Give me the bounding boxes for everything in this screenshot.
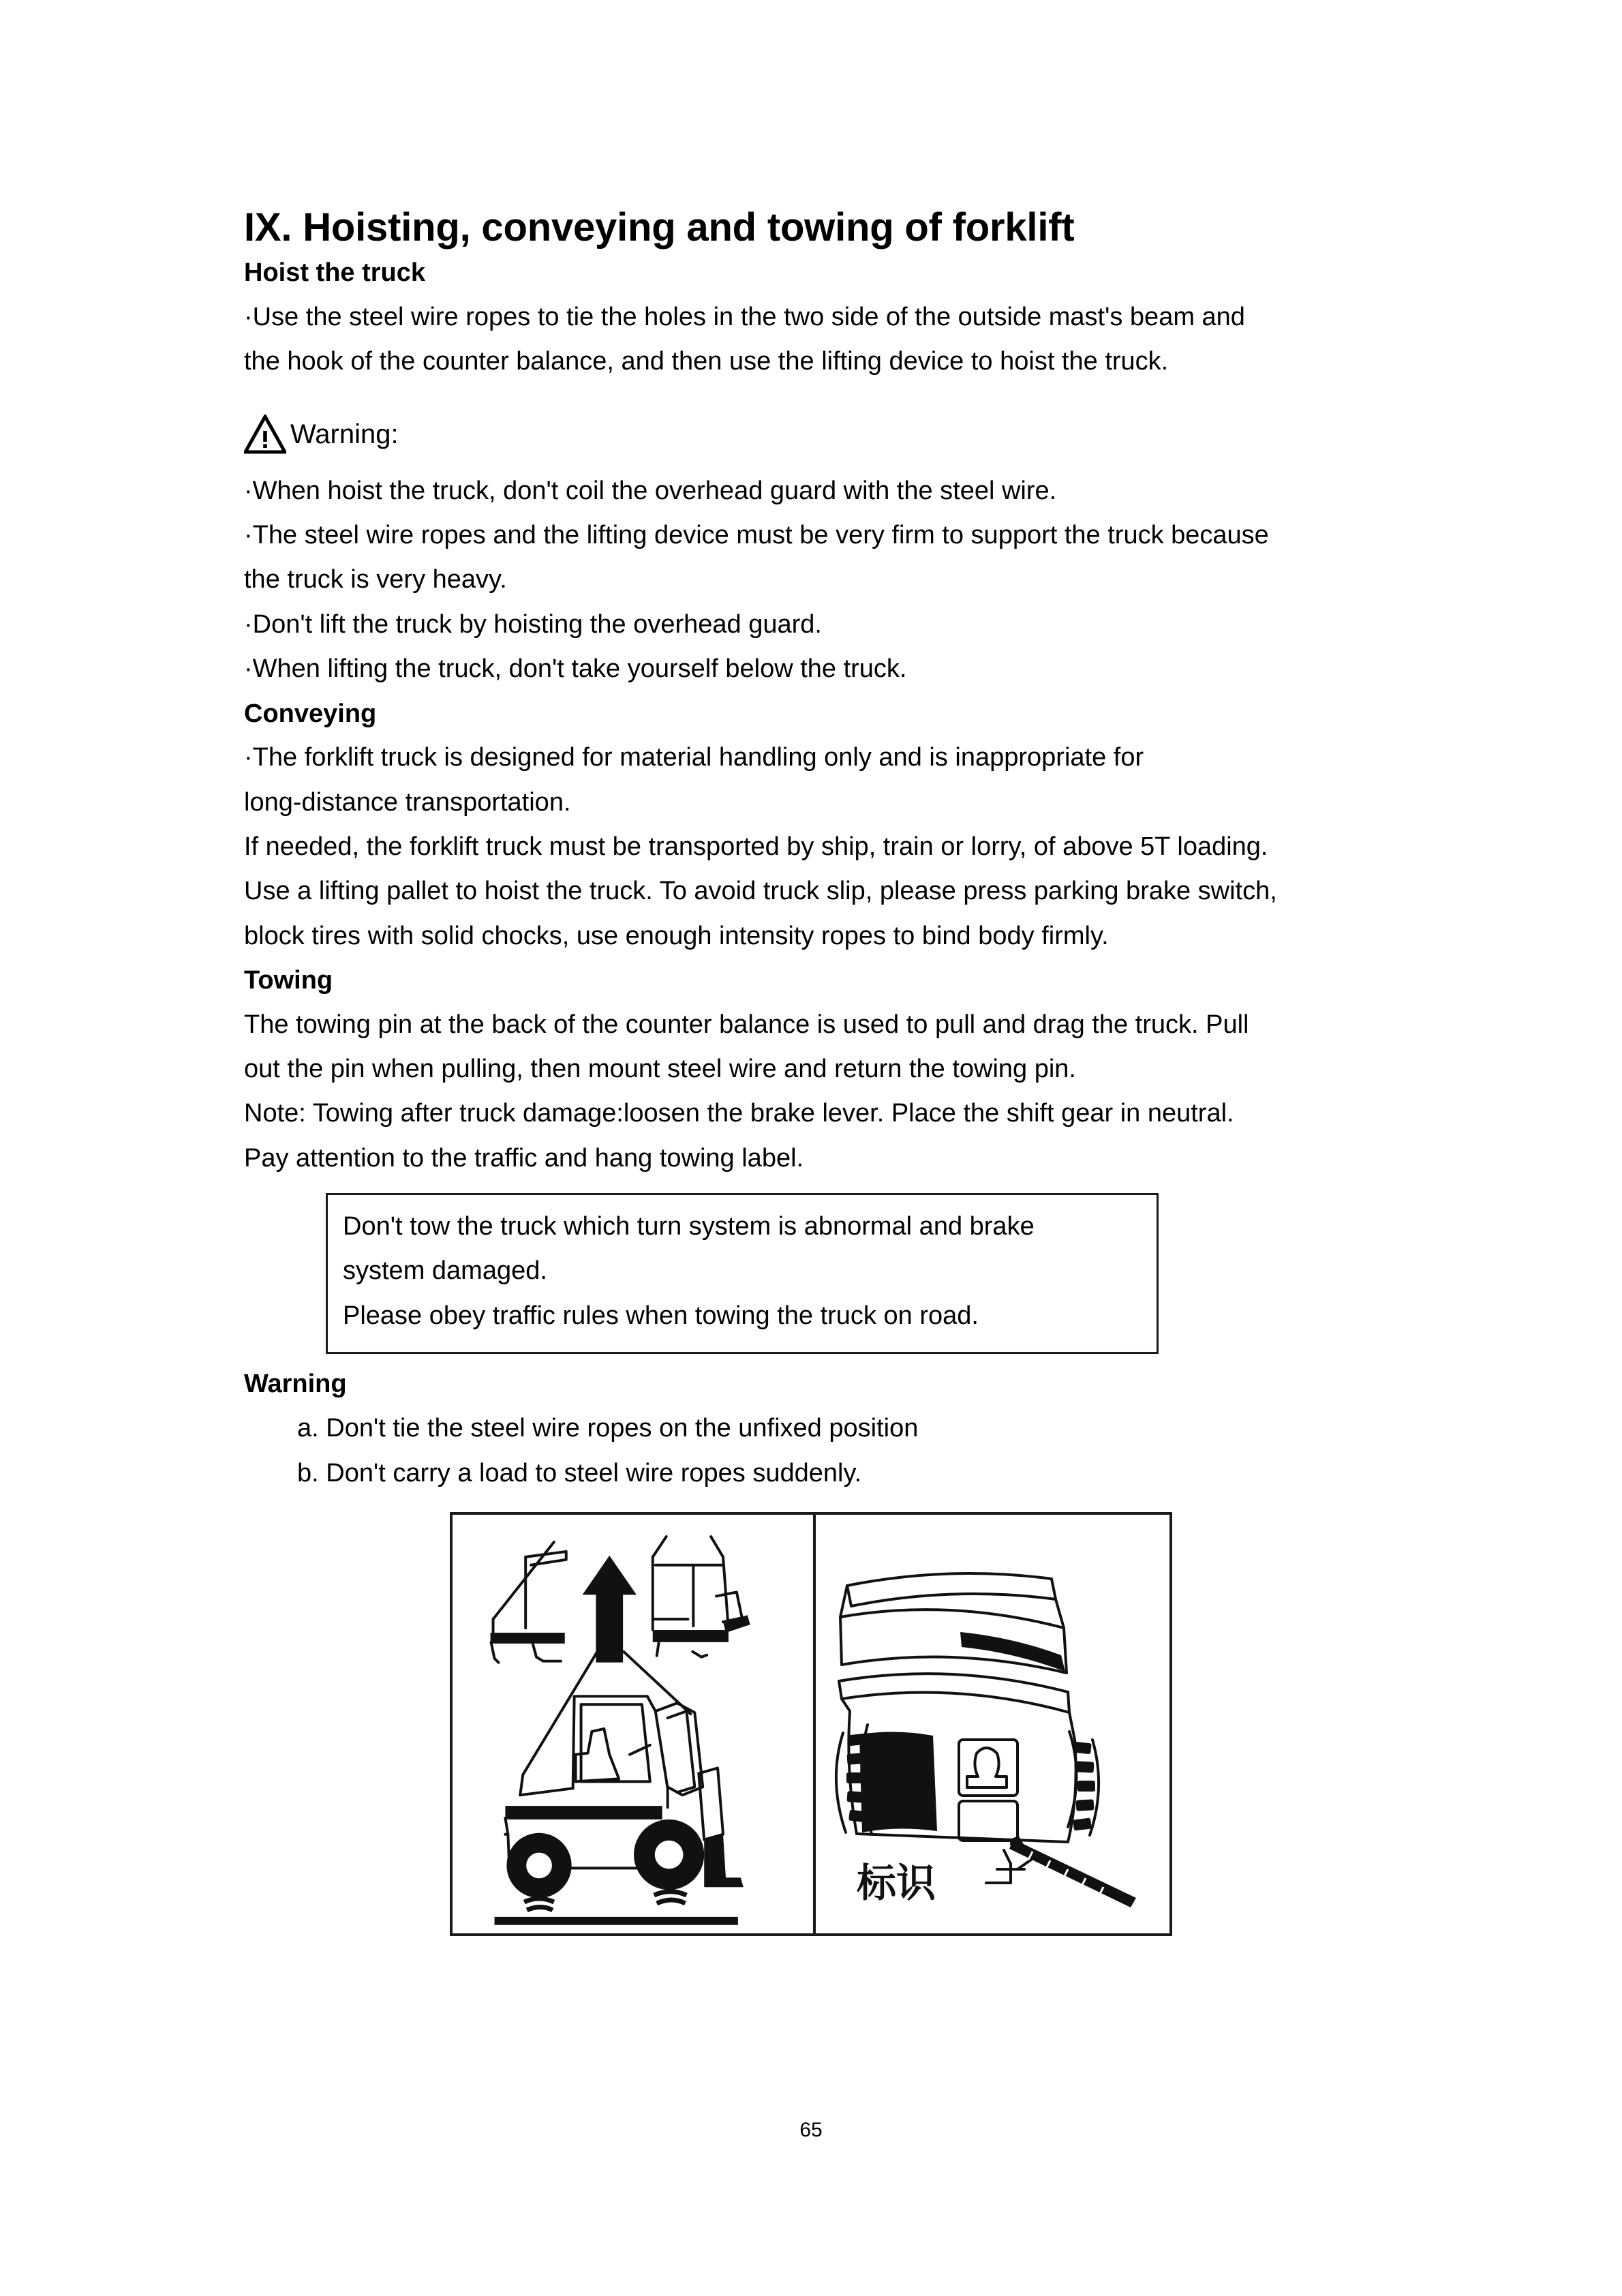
forklift-towing-illustration [816, 1515, 1169, 1933]
towing-label-text: 标识 [857, 1860, 936, 1907]
towing-line-2: out the pin when pulling, then mount steel wire and return the towing pin. [244, 1054, 1076, 1083]
warning-line-2: ·The steel wire ropes and the lifting device must be very firm to support the truck because [244, 521, 1269, 550]
page-number: 65 [799, 2119, 823, 2141]
hoist-line-1: ·Use the steel wire ropes to tie the holes in the two side of the outside mast's beam and [244, 303, 1245, 332]
warning-line-5: ·When lifting the truck, don't take yourself below the truck. [244, 654, 907, 684]
forklift-hoisting-illustration [453, 1515, 816, 1933]
note-box-line-2: system damaged. [343, 1256, 547, 1286]
warning-item-b: b. Don't carry a load to steel wire ropes suddenly. [297, 1458, 862, 1487]
page-content [244, 0, 1383, 1936]
section-heading-warning: Warning [244, 1370, 347, 1399]
warning-triangle-icon [244, 414, 286, 454]
towing-note-line-1: Note: Towing after truck damage:loosen the brake lever. Place the shift gear in neutral. [244, 1099, 1234, 1128]
note-box-line-3: Please obey traffic rules when towing the truck on road. [343, 1301, 979, 1330]
illustration-figure [450, 1512, 1172, 1936]
warning-label: Warning: [290, 419, 399, 449]
conveying-line-5: block tires with solid chocks, use enough intensity ropes to bind body firmly. [244, 921, 1109, 950]
page-title: IX. Hoisting, conveying and towing of forklift [244, 205, 1075, 250]
warning-line-3: the truck is very heavy. [244, 565, 507, 594]
towing-line-1: The towing pin at the back of the counter balance is used to pull and drag the truck. Pull [244, 1010, 1249, 1039]
conveying-line-1: ·The forklift truck is designed for material handling only and is inappropriate for [244, 743, 1144, 772]
warning-item-a: a. Don't tie the steel wire ropes on the unfixed position [297, 1414, 919, 1443]
towing-note-line-2: Pay attention to the traffic and hang towing label. [244, 1143, 804, 1173]
warning-line-4: ·Don't lift the truck by hoisting the overhead guard. [244, 609, 822, 639]
section-heading-hoist-the-truck: Hoist the truck [244, 258, 426, 288]
warning-banner [244, 384, 1383, 469]
note-box-line-1: Don't tow the truck which turn system is abnormal and brake [343, 1211, 1035, 1241]
conveying-line-3: If needed, the forklift truck must be transported by ship, train or lorry, of above 5T loading. [244, 832, 1268, 861]
section-heading-towing: Towing [244, 965, 333, 995]
conveying-line-4: Use a lifting pallet to hoist the truck. To avoid truck slip, please press parking brake switch, [244, 877, 1277, 906]
conveying-line-2: long-distance transportation. [244, 787, 571, 817]
section-heading-conveying: Conveying [244, 699, 377, 728]
towing-note-box [326, 1193, 1159, 1354]
hoist-line-2: the hook of the counter balance, and then use the lifting device to hoist the truck. [244, 347, 1169, 376]
warning-line-1: ·When hoist the truck, don't coil the overhead guard with the steel wire. [244, 476, 1057, 505]
